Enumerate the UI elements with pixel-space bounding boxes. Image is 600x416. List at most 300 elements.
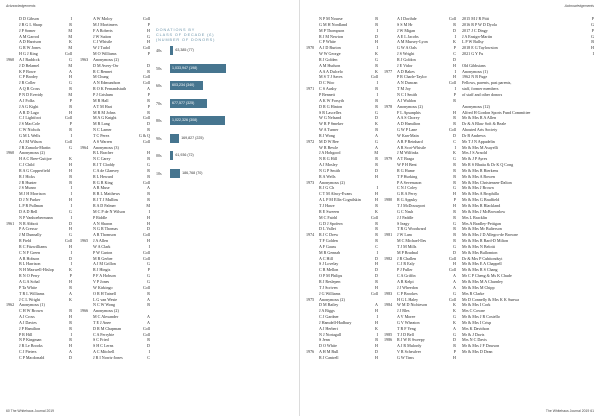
house-code: M [146, 203, 150, 208]
donor-name: A C Mitchell [93, 349, 115, 355]
donor-name: N R Abbott [19, 220, 38, 226]
donor-column-2 [80, 16, 150, 402]
house-code: K [453, 39, 456, 45]
donor-name: M J H Morrison [19, 191, 46, 197]
donor-name: J E Vidor [397, 62, 413, 68]
house-code: A [453, 273, 456, 279]
donor-name: J R Le Brooks [19, 343, 43, 349]
house-code: Coll [370, 214, 378, 220]
house-code: A [453, 278, 456, 284]
donor-column-3 [306, 16, 378, 402]
donor-name: W R Bewle [319, 144, 339, 150]
house-code: R [453, 179, 456, 185]
house-code: D [147, 226, 150, 232]
donor-name: Mr & Mrs R A Allen [462, 115, 497, 121]
donor-name: 2021 G Y Fu [462, 51, 484, 57]
donor-name: M P Brudnal [397, 249, 419, 255]
house-code: Coll [142, 284, 150, 290]
house-code: A [375, 302, 378, 308]
donor-name: C A de Glanvey [93, 167, 120, 173]
house-code: H [453, 74, 456, 80]
class-year: 1981 [384, 232, 393, 238]
house-code: R [453, 21, 456, 27]
house-code: G [591, 21, 594, 27]
chart-category-label: 50s [156, 65, 162, 71]
chart-bar [170, 169, 203, 178]
donor-name: A E L Jacobs [397, 33, 419, 39]
donor-name: G R W Jones [19, 45, 41, 51]
class-year: 1971 [306, 86, 315, 92]
house-code: H [375, 197, 378, 203]
donor-name: N R G Hill [319, 156, 338, 162]
donor-name: Anonymous (2) [93, 308, 119, 314]
donor-name: H G J King [19, 51, 38, 57]
house-code: Coll [448, 80, 456, 86]
house-code: Coll [142, 138, 150, 144]
donor-name: C P Macdonald [19, 354, 45, 360]
donor-name: R J M Newton [319, 33, 343, 39]
donor-name: W G Nelsand [319, 115, 342, 121]
chart-data-label: 1,033,947 (198) [172, 65, 198, 70]
house-code: B [453, 232, 456, 238]
house-code: H [375, 261, 378, 267]
donor-name: Anonymous (2) [319, 179, 345, 185]
chart-bar [170, 116, 225, 125]
house-code: R [375, 226, 378, 232]
donor-name: D R G Hinton [319, 103, 343, 109]
house-code: I [376, 314, 378, 320]
house-code: H [453, 62, 456, 68]
house-code: I [70, 261, 72, 267]
donor-name: R E Sweeen [319, 208, 340, 214]
house-code: K [69, 296, 72, 302]
house-code: P [69, 273, 72, 279]
house-code: H [375, 308, 378, 314]
donor-name: G W A Oals [397, 45, 417, 51]
house-code: Coll [370, 290, 378, 296]
donor-name: R J W R Sweepy [397, 337, 425, 343]
donor-name: A N Sharon [93, 220, 113, 226]
donor-name: R C Fitzwilliams [19, 243, 47, 249]
class-year: 1984 [384, 302, 393, 308]
house-code: H [69, 343, 72, 349]
house-code: H [375, 173, 378, 179]
donor-name: R N O Perry [19, 273, 40, 279]
donor-name: Mr & Mrs Mr Bulterson [462, 226, 502, 232]
donor-row [80, 355, 150, 361]
chart-category-label: 10s [156, 170, 162, 176]
donor-name: G V Wheaton [397, 319, 420, 325]
house-code [586, 92, 594, 98]
house-code: H [69, 167, 72, 173]
house-code: R [69, 319, 72, 325]
donor-name: C A Griffin [397, 273, 416, 279]
house-code: H [69, 314, 72, 320]
class-year: 1963 [80, 56, 89, 62]
house-code: K [69, 156, 72, 162]
house-code: A [147, 314, 150, 320]
donor-name: S C Fried [93, 337, 109, 343]
house-code: R [453, 208, 456, 214]
house-code: R [375, 220, 378, 226]
donor-name: A A A Dulcelo [319, 68, 343, 74]
house-code: Coll [142, 232, 150, 238]
donor-name: G W P Lane [397, 127, 418, 133]
donor-name: Mr & Mrs Bullomton [462, 249, 498, 255]
house-code: C [375, 243, 378, 249]
donor-name: A H M Bull [319, 349, 339, 355]
donor-name: M R M Johns [93, 109, 116, 115]
house-code: I [454, 144, 456, 150]
house-code: R [375, 238, 378, 244]
house-code: C [147, 354, 150, 360]
house-code: G [453, 290, 456, 296]
donor-name: D D Gibson [19, 16, 39, 21]
donor-name: R G R King [93, 179, 113, 185]
donor-name: J S MacCole [19, 121, 40, 127]
house-code: I [376, 249, 378, 255]
donor-name: Anonymous (2) [19, 150, 45, 156]
donor-name: A J Herbert [319, 325, 338, 331]
chart-bar [170, 99, 207, 108]
chart-title-line-1: DONATIONS BY [156, 28, 196, 32]
donor-name: M C Alexander [93, 314, 119, 320]
donor-name: T J Scriven [319, 284, 338, 290]
house-code: I [70, 203, 72, 208]
house-code: R [147, 97, 150, 103]
donor-column-4 [384, 16, 456, 402]
donor-name: J A Biggs [319, 308, 335, 314]
house-code: H [375, 39, 378, 45]
donor-name: C J Gardner [319, 314, 339, 320]
house-code: Coll [142, 45, 150, 51]
house-code: Coll [64, 238, 72, 244]
donor-row [6, 355, 72, 361]
house-code: R [453, 115, 456, 121]
donor-name: 1962 N B Fuge [462, 74, 488, 80]
house-code: Coll [142, 331, 150, 337]
donor-name: S R Lascelles [319, 109, 342, 115]
chart-data-label: 169,827 (225) [181, 135, 204, 140]
house-code: Coll [142, 74, 150, 80]
house-code: D [453, 337, 456, 343]
donor-name: S Jenn [319, 337, 330, 343]
donor-name: A D Hamilton [397, 121, 421, 127]
house-code: M [68, 62, 72, 68]
house-code: Coll [142, 80, 150, 86]
house-code: D [453, 249, 456, 255]
donor-name: R J C Drew [319, 232, 339, 238]
donor-name: V R Scheulver [397, 349, 422, 355]
donor-name: B L Bracher [93, 150, 114, 156]
house-code: P [147, 51, 150, 57]
house-code: B [375, 16, 378, 21]
house-code: G [453, 331, 456, 337]
house-code: K [453, 319, 456, 325]
house-code: Coll [142, 179, 150, 185]
house-code: Coll [64, 51, 72, 57]
donor-name: S J Lovelay [319, 261, 339, 267]
donor-name: A Q R Cross [19, 86, 40, 92]
donor-name: C J Pieters [19, 349, 37, 355]
house-code: D [69, 220, 72, 226]
donor-name: C N J Coley [397, 185, 418, 191]
donor-name: Mr & Mrs D Dean [462, 349, 493, 355]
house-code: Coll [448, 267, 456, 273]
house-code: G [147, 278, 150, 284]
donor-name: A R D Lago [19, 109, 39, 115]
donor-name: Mrs N C Davis [462, 337, 487, 343]
donor-name: A S Warren [93, 138, 112, 144]
donor-name: Mrs R Clarke [462, 290, 485, 296]
donor-name: R J T Cloddy [93, 162, 115, 168]
class-year [384, 355, 397, 361]
donor-name: Dr & A Blaw Soft & Beale [462, 121, 507, 127]
donor-name: L P W Ballsy [462, 39, 484, 45]
donor-name: R R L Matthews [93, 191, 121, 197]
donor-name: Dr & Mrs P Cubitondsyt [462, 255, 503, 261]
house-code: H [69, 243, 72, 249]
house-code: G [147, 273, 150, 279]
donor-name: A V Moree [397, 314, 416, 320]
class-year: 1960 [6, 56, 15, 62]
house-code: I [376, 45, 378, 51]
class-year: 1974 [306, 232, 315, 238]
donor-name: P A Cressw [19, 226, 38, 232]
house-code: H [147, 220, 150, 226]
donor-name: Mr R S Bhatia & Dr K Q Cong [462, 162, 514, 168]
donor-name: A J Folks [19, 97, 35, 103]
donor-name: W A Clark [93, 243, 111, 249]
donor-name: Old Gibbsians [462, 62, 486, 68]
donor-name: 2018 E G Taylowston [462, 45, 498, 51]
house-code: Coll [370, 74, 378, 80]
donor-name: A J M Grillon [93, 261, 116, 267]
donor-name: Mr & Mrs G Bradfield [462, 197, 500, 203]
house-code: I [70, 132, 72, 138]
donor-name: J S Wright [397, 51, 415, 57]
house-code: K [375, 68, 378, 74]
house-code: G [69, 144, 72, 150]
donor-name: A J R Mulordy [397, 343, 422, 349]
house-code: I [454, 33, 456, 39]
donor-name: Mr & Mrs A Bowen [462, 173, 495, 179]
donor-name: N P Kingman [19, 337, 42, 343]
class-year: 1978 [384, 103, 393, 109]
house-code: D [375, 349, 378, 355]
donor-name: L G van Weste [93, 296, 118, 302]
house-code: Coll [448, 255, 456, 261]
class-year: 1979 [384, 156, 393, 162]
house-code: M [68, 45, 72, 51]
chart-bar-row [156, 46, 228, 56]
donor-name: T R L Williams [19, 290, 45, 296]
house-code: K [69, 39, 72, 45]
donor-name: Anonymous (1) [462, 68, 488, 74]
folio-right: The Whitehaus Journal 2019 61 [545, 409, 594, 413]
house-code: K [453, 302, 456, 308]
house-code: A [147, 185, 150, 191]
house-code: Coll [448, 296, 456, 302]
house-code: R [69, 337, 72, 343]
chart-bar-row [156, 99, 228, 109]
donor-row [306, 355, 378, 361]
donor-name: N P M Nourse [319, 16, 343, 21]
house-code: P [147, 21, 150, 27]
chart-category-label: 80s [156, 118, 162, 123]
house-code: I [376, 91, 378, 97]
house-code: Coll [142, 255, 150, 261]
house-code: R [453, 97, 456, 103]
donor-name: A R Muse [93, 185, 110, 191]
donor-name: M C Michael-Iles [397, 238, 427, 244]
house-code: R [375, 278, 378, 284]
house-code: G [453, 220, 456, 226]
donor-name: J W Lam [397, 232, 412, 238]
donor-name: P N D Everidy [19, 91, 44, 97]
donor-name: Mr D Connelly & Mrs K K Sunwa [462, 296, 519, 302]
house-code: Coll [64, 138, 72, 144]
donor-name: Mr & Mrs E A Chappell [462, 261, 502, 267]
donor-name: of staff and other donors [462, 91, 503, 97]
house-code: Coll [142, 16, 150, 21]
house-code: I [454, 68, 456, 74]
donor-name: T J M Mills [397, 243, 417, 249]
donor-name: A M Mursey-Lyon [397, 39, 428, 45]
house-code: R [147, 109, 150, 115]
donor-name: S S M Hr [397, 21, 413, 27]
house-code: I [70, 331, 72, 337]
house-code: R [147, 337, 150, 343]
donor-name: A M Hudson [319, 62, 341, 68]
house-code: P [591, 27, 594, 33]
house-code: G [453, 314, 456, 320]
house-code: A [375, 132, 378, 138]
donor-name: D M Bailey [319, 302, 339, 308]
donor-name: P R Hill [19, 331, 33, 337]
chart-bar [170, 64, 226, 73]
house-code: P [453, 91, 456, 97]
donor-name: Mr & Mrs I Cork [462, 302, 491, 308]
house-code: H [375, 319, 378, 325]
donor-name: N C Larner [93, 127, 112, 133]
donor-name: M Chung [93, 74, 109, 80]
donor-row [462, 355, 594, 361]
donor-name: A J Waldon [397, 97, 416, 103]
house-code: H [69, 109, 72, 115]
donor-row [384, 355, 456, 361]
house-code: B [375, 337, 378, 343]
donor-name: G M H Nordland [319, 21, 348, 27]
donor-name: R A D Palmer [93, 203, 116, 208]
house-code: P [453, 45, 456, 51]
donor-name: A R Kelpi [397, 278, 414, 284]
house-code: H [591, 45, 594, 51]
house-code: G [591, 33, 594, 39]
house-code: G [453, 243, 456, 249]
donor-name: C J Whistle [93, 39, 113, 45]
donor-name: J J Bles [397, 308, 410, 314]
chart-data-label: 603,234 (340) [172, 83, 195, 87]
donor-name: M A G Knight [93, 115, 117, 121]
donor-name: J A Ensign-Martin [462, 33, 493, 39]
donor-name: M P Thompson [319, 27, 345, 33]
donor-name: Alfred H Gordon Sports Fund Committee [462, 109, 531, 115]
class-year [306, 355, 319, 361]
house-code: H [69, 197, 72, 203]
house-code: H [453, 354, 456, 360]
house-code: I [376, 80, 378, 86]
house-code: P [591, 16, 594, 21]
donor-name: Mr & Mrs N Belotti [462, 243, 495, 249]
donor-name: J M Dunnally [19, 232, 42, 238]
donor-name: R J T J Mullins [93, 197, 119, 203]
donor-name: D A D Bell [19, 208, 38, 214]
house-code: R [69, 127, 72, 133]
donor-name: J A Allen [93, 238, 109, 244]
donor-name: P F A Hobson [93, 273, 116, 279]
donor-name: J A Hobgood [319, 150, 341, 156]
house-code: P [147, 103, 150, 109]
donor-row [462, 349, 594, 355]
house-code: G [453, 185, 456, 191]
class-year: 1982 [384, 255, 393, 261]
donor-name: C J R Ealy [397, 261, 415, 267]
chart-bar [170, 151, 194, 160]
house-code: B [453, 173, 456, 179]
donor-name: W M D Nichieson [397, 302, 428, 308]
donor-name: Anonymous (1) [19, 302, 45, 308]
house-code: R [453, 238, 456, 244]
house-code: R [453, 162, 456, 168]
house-code: D [375, 167, 378, 173]
house-code: K [375, 208, 378, 214]
donor-name: Mr & Mrs I Crisp [462, 319, 492, 325]
donor-name: P J Grisham [93, 91, 113, 97]
donor-name: Mr & Mrs A Brophilla [462, 191, 499, 197]
house-code: H [375, 354, 378, 360]
donor-name: R J Cantrell [319, 354, 339, 360]
house-code: D [453, 27, 456, 33]
house-code: D [69, 354, 72, 360]
class-year: 1980 [384, 197, 393, 203]
class-year: 1977 [384, 68, 393, 74]
house-code: B [69, 308, 72, 314]
house-code: H [147, 27, 150, 33]
house-code: A [147, 86, 150, 92]
donor-name: A G A Sohal [19, 278, 40, 284]
chart-bar-row [156, 64, 228, 74]
donor-row [462, 51, 594, 57]
chart-category-label: 90s [156, 135, 162, 141]
donor-name: N G P Smith [319, 167, 340, 173]
house-code: D [375, 33, 378, 39]
house-code: M [68, 91, 72, 97]
donor-name: N C W Wong [93, 302, 116, 308]
donor-name: J J Paddle [397, 214, 414, 220]
chart-data-label: 61,936 (72) [175, 153, 194, 157]
house-code: D [147, 121, 150, 127]
right-page [300, 0, 600, 416]
house-code: R [453, 167, 456, 173]
house-code: B [147, 191, 150, 197]
donor-name: Mrs C Cowne [462, 308, 485, 314]
donor-name: Anonymous (2) [319, 296, 345, 302]
donor-name: C J Child [19, 162, 35, 168]
donor-name: P Bennett [319, 91, 335, 97]
house-code: D [453, 56, 456, 62]
donor-name: D L Vallet [319, 226, 336, 232]
